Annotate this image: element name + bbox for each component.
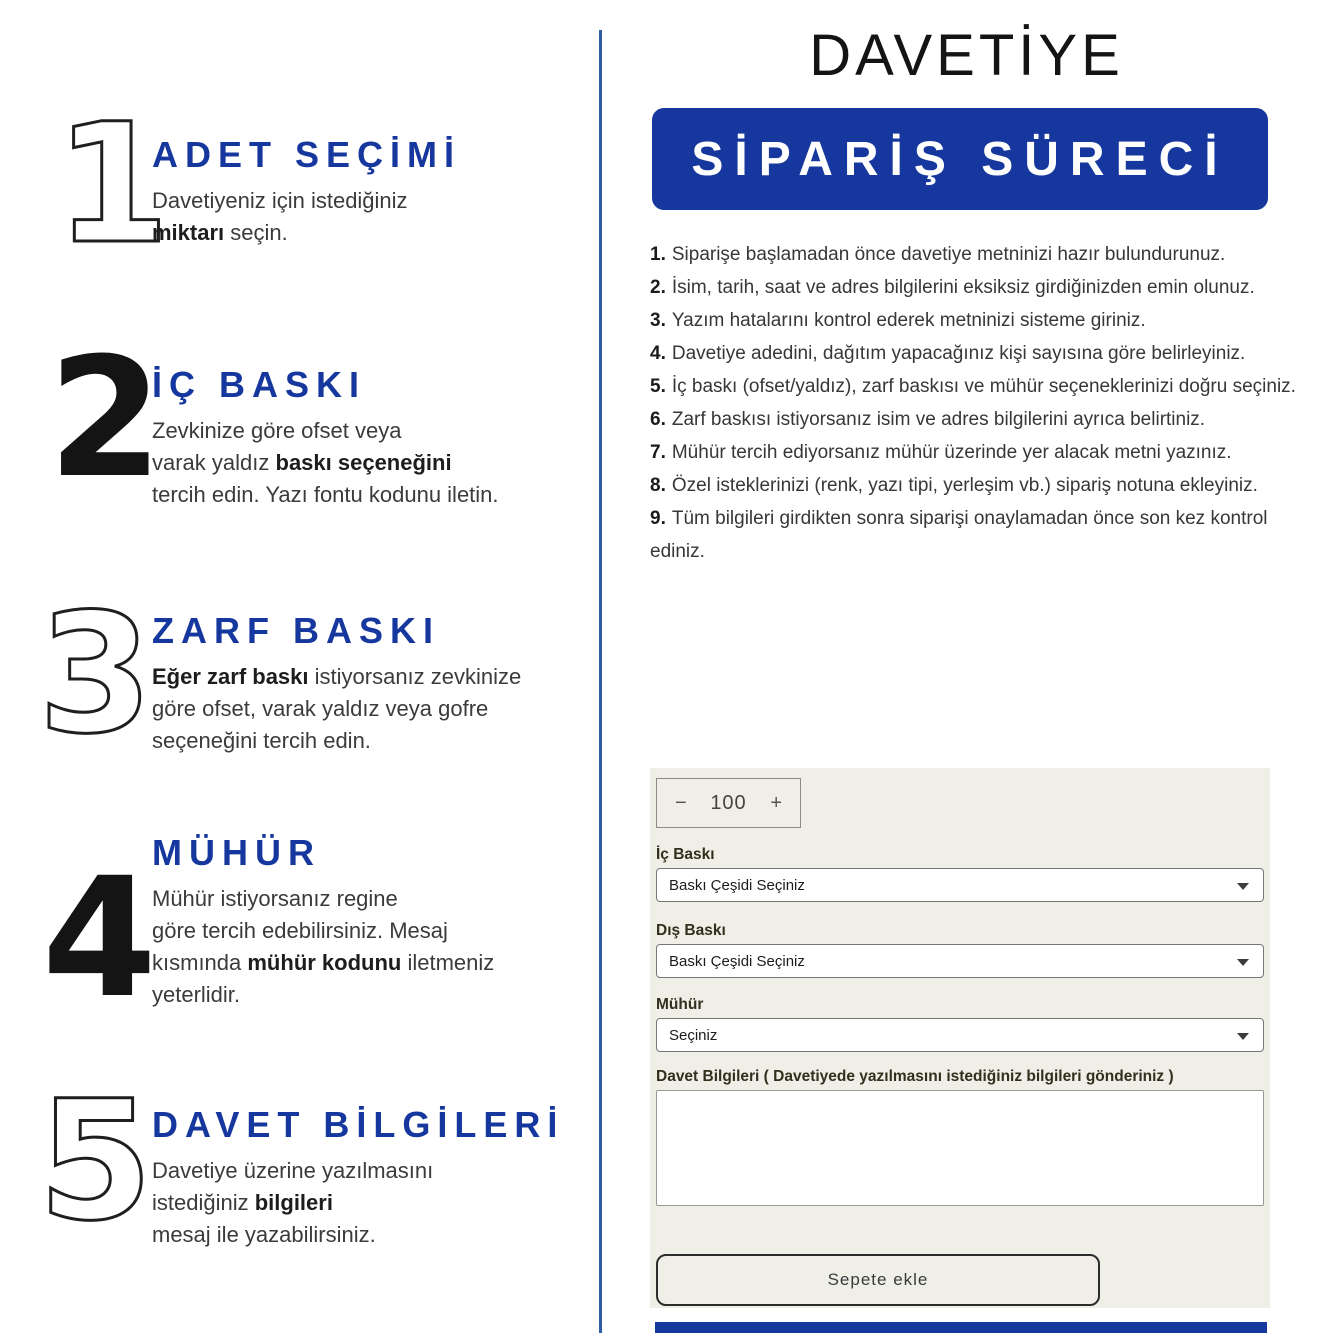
item-text: Mühür tercih ediyorsanız mühür üzerinde yer alacak metni yazınız. <box>671 442 1232 463</box>
quantity-increase-button[interactable]: + <box>770 791 782 814</box>
step-block-5 <box>152 1104 582 1251</box>
item-number: 6. <box>650 409 666 430</box>
process-list-item <box>650 502 1298 568</box>
item-text: Zarf baskısı istiyorsanız isim ve adres bilgilerini ayrıca belirtiniz. <box>671 409 1206 430</box>
step-description-4: Mühür istiyorsanız regine göre tercih edebilirsiniz. Mesaj kısmında mühür kodunu iletmeniz yeterlidir. <box>152 886 495 1008</box>
item-text: Yazım hatalarını kontrol ederek metninizi sisteme giriniz. <box>671 310 1146 331</box>
item-number: 9. <box>650 508 666 529</box>
chevron-down-icon <box>1237 1033 1249 1040</box>
quantity-decrease-button[interactable]: − <box>675 791 687 814</box>
process-list <box>650 238 1298 568</box>
select-value: Baskı Çeşidi Seçiniz <box>669 876 805 894</box>
process-list-item <box>650 436 1298 469</box>
step-block-1 <box>152 134 582 249</box>
process-list-item <box>650 469 1298 502</box>
item-number: 7. <box>650 442 666 463</box>
item-number: 4. <box>650 343 666 364</box>
quantity-value[interactable]: 100 <box>710 791 747 814</box>
process-banner <box>652 108 1268 210</box>
process-list-item <box>650 370 1298 403</box>
bottom-blue-bar <box>655 1322 1267 1333</box>
item-text: Siparişe başlamadan önce davetiye metninizi hazır bulundurunuz. <box>671 244 1226 265</box>
item-number: 3. <box>650 310 666 331</box>
item-text: Tüm bilgileri girdikten sonra siparişi onaylamadan önce son kez kontrol ediniz. <box>650 508 1268 562</box>
ic-baski-select[interactable] <box>656 868 1264 902</box>
select-value: Seçiniz <box>669 1026 718 1044</box>
dis-baski-label: Dış Baskı <box>656 922 726 939</box>
divider-line <box>599 30 602 1333</box>
item-text: Özel isteklerinizi (renk, yazı tipi, yerleşim vb.) sipariş notuna ekleyiniz. <box>671 475 1258 496</box>
muhur-select[interactable] <box>656 1018 1264 1052</box>
step-number-2: 2 <box>48 322 159 514</box>
item-text: İç baskı (ofset/yaldız), zarf baskısı ve mühür seçeneklerinizi doğru seçiniz. <box>671 376 1296 397</box>
process-banner-label: SİPARİŞ SÜRECİ <box>691 132 1229 186</box>
item-number: 5. <box>650 376 666 397</box>
order-form-panel <box>650 768 1270 1308</box>
dis-baski-select[interactable] <box>656 944 1264 978</box>
item-number: 1. <box>650 244 666 265</box>
chevron-down-icon <box>1237 883 1249 890</box>
step-block-3 <box>152 610 582 757</box>
step-number-3: 3 <box>38 578 149 770</box>
step-title-4: MÜHÜR <box>152 832 321 873</box>
step-block-2 <box>152 364 582 511</box>
process-list-item <box>650 271 1298 304</box>
step-description-1: Davetiyeniz için istediğiniz miktarı seçin. <box>152 188 408 246</box>
step-number-4: 4 <box>42 842 153 1034</box>
muhur-label: Mühür <box>656 996 704 1013</box>
ic-baski-label: İç Baskı <box>656 846 715 863</box>
chevron-down-icon <box>1237 959 1249 966</box>
process-list-item <box>650 238 1298 271</box>
step-description-5: Davetiye üzerine yazılmasını istediğiniz bilgileri mesaj ile yazabilirsiniz. <box>152 1158 434 1248</box>
item-text: Davetiye adedini, dağıtım yapacağınız kişi sayısına göre belirleyiniz. <box>671 343 1246 364</box>
item-number: 2. <box>650 277 666 298</box>
step-description-2: Zevkinize göre ofset veya varak yaldız baskı seçeneğini tercih edin. Yazı fontu kodunu iletin. <box>152 418 499 508</box>
item-text: İsim, tarih, saat ve adres bilgilerini eksiksiz girdiğinizden emin olunuz. <box>671 277 1255 298</box>
step-block-4 <box>152 832 582 1011</box>
step-title-3: ZARF BASKI <box>152 610 440 651</box>
page-title: DAVETİYE <box>809 23 1124 88</box>
quantity-stepper[interactable] <box>656 778 801 828</box>
step-title-2: İÇ BASKI <box>152 364 367 405</box>
davet-bilgileri-label: Davet Bilgileri ( Davetiyede yazılmasını istediğiniz bilgileri gönderiniz ) <box>656 1068 1174 1085</box>
process-list-item <box>650 304 1298 337</box>
add-to-cart-button[interactable]: Sepete ekle <box>656 1254 1100 1306</box>
process-list-item <box>650 403 1298 436</box>
step-number-5: 5 <box>38 1065 149 1257</box>
step-title-5: DAVET BİLGİLERİ <box>152 1104 565 1145</box>
process-list-item <box>650 337 1298 370</box>
step-description-3: Eğer zarf baskı istiyorsanız zevkinize göre ofset, varak yaldız veya gofre seçeneğini tercih edin. <box>152 664 522 754</box>
davet-bilgileri-textarea[interactable] <box>656 1090 1264 1206</box>
select-value: Baskı Çeşidi Seçiniz <box>669 952 805 970</box>
step-title-1: ADET SEÇİMİ <box>152 134 462 175</box>
step-number-1: 1 <box>55 88 166 280</box>
item-number: 8. <box>650 475 666 496</box>
